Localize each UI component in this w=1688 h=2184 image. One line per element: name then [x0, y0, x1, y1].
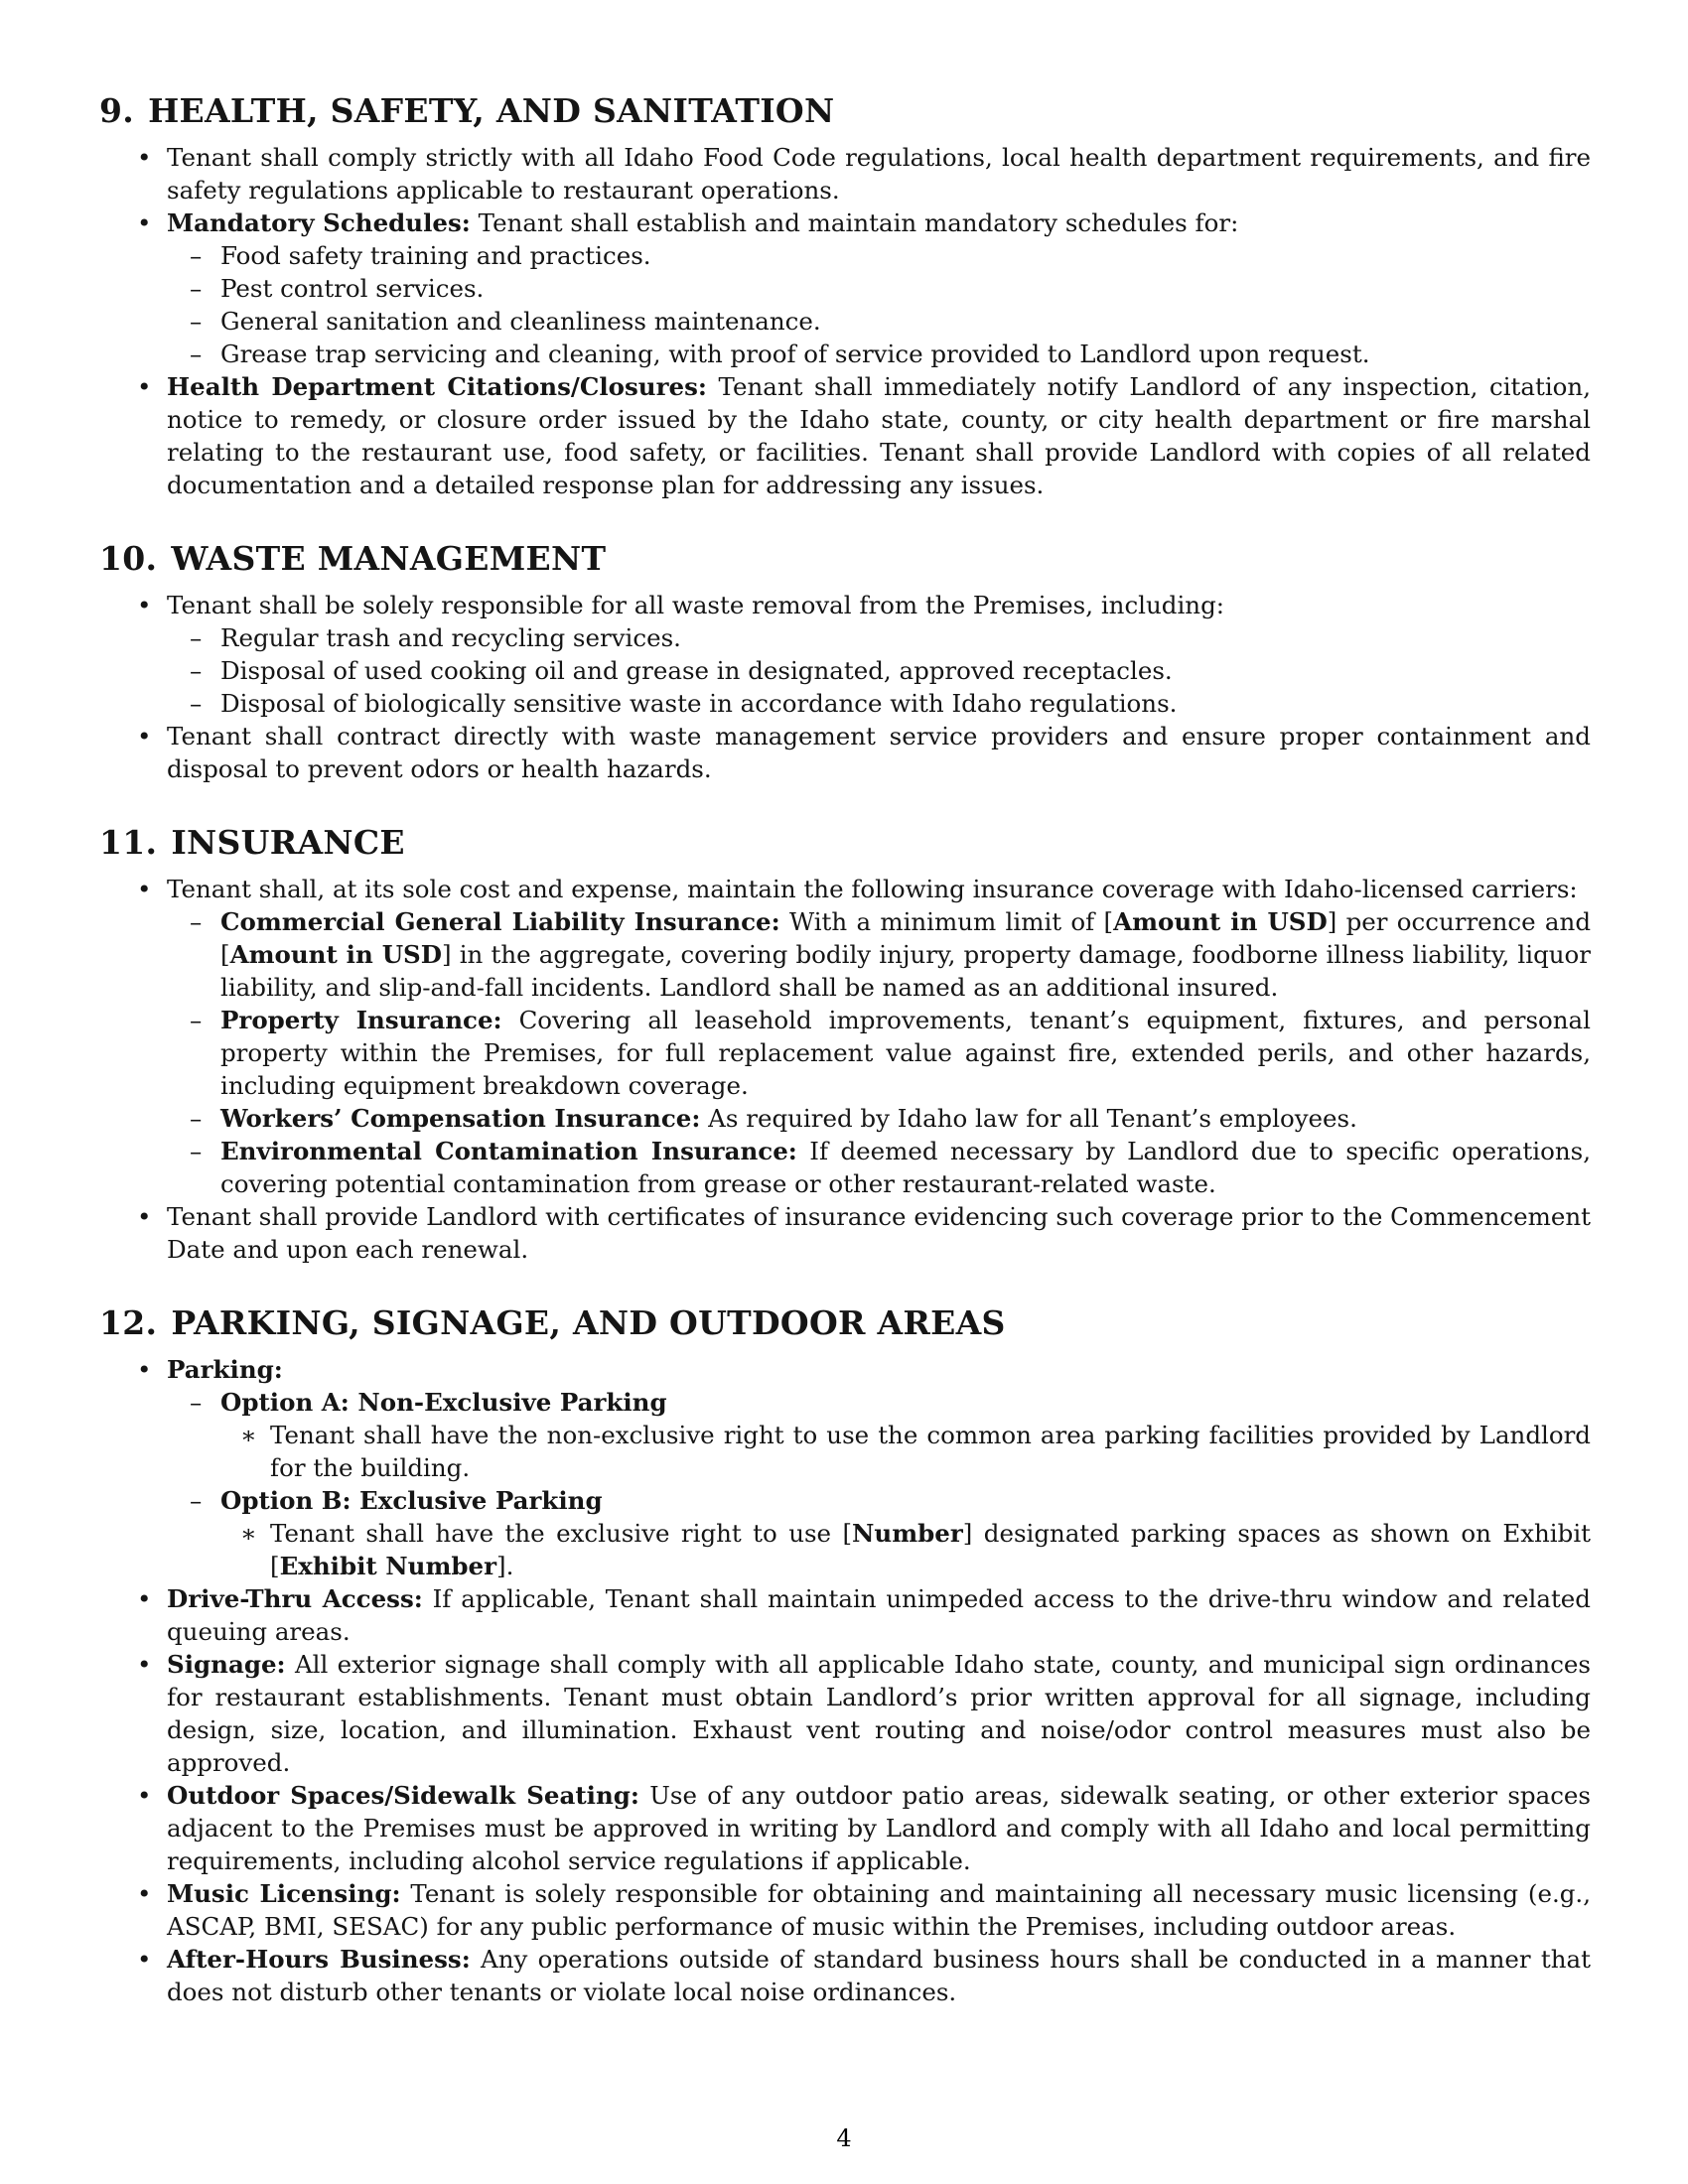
sub-list-item: – Property Insurance: Covering all leasehold improvements, tenant’s equipment, fixtures, and personal property within the Premises, for full replacement value against fire, extended perils, and other hazards, including equipment breakdown coverage.: [190, 1006, 1592, 1100]
list-item: • Tenant shall provide Landlord with certificates of insurance evidencing such coverage prior to the Commencement Date and upon each renewal.: [137, 1202, 1591, 1264]
sub-list-item: – Regular trash and recycling services.: [190, 623, 681, 652]
section-heading: 11. INSURANCE: [99, 823, 405, 862]
list-item: • Drive-Thru Access: If applicable, Tenant shall maintain unimpeded access to the drive-thru window and related queuing areas.: [137, 1584, 1591, 1646]
section-heading: 12. PARKING, SIGNAGE, AND OUTDOOR AREAS: [99, 1303, 1006, 1342]
document-page: [99, 91, 1591, 2046]
sub-list-item: – Disposal of used cooking oil and grease in designated, approved receptacles.: [190, 656, 1173, 685]
list-item: • Signage: All exterior signage shall comply with all applicable Idaho state, county, and municipal sign ordinances for restaurant establishments. Tenant must obtain Landlord’s prior written approval for all signage, including design, size, location, and illumination. Exhaust vent routing and noise/odor control measures must also be approved.: [137, 1650, 1591, 1777]
section-12: [99, 1303, 1591, 2008]
list-item: • Parking: – Option A: Non-Exclusive Parking ∗ Tenant shall have the non-exclusive right to use the common area parking facilities provided by Landlord for the building. – Option B: Exclusive Parking ∗ Tenant shall have the exclusive right to use [Number] designated parking spaces as shown on Exhibit [Exhibit Number].: [137, 1355, 1591, 1580]
sub-list-item: – Option A: Non-Exclusive Parking ∗ Tenant shall have the non-exclusive right to use the common area parking facilities provided by Landlord for the building.: [190, 1388, 1591, 1482]
section-heading: 10. WASTE MANAGEMENT: [99, 539, 607, 578]
section-heading: 9. HEALTH, SAFETY, AND SANITATION: [99, 91, 835, 130]
list-item: • Outdoor Spaces/Sidewalk Seating: Use of any outdoor patio areas, sidewalk seating, or other exterior spaces adjacent to the Premises must be approved in writing by Landlord and comply with all Idaho and local permitting requirements, including alcohol service regulations if applicable.: [137, 1781, 1591, 1875]
sub-list-item: – Pest control services.: [190, 274, 485, 303]
sub-list-item: – Food safety training and practices.: [190, 241, 651, 270]
list-item: • Mandatory Schedules: Tenant shall establish and maintain mandatory schedules for: – Food safety training and practices. – Pest control services. – General sanitation and cleanliness maintenance. – Grease trap servicing and cleaning, with proof of service provided to Landlord upon request.: [99, 206, 1591, 370]
section-10: [99, 539, 1591, 785]
sub-sub-list-item: ∗ Tenant shall have the exclusive right to use [Number] designated parking spaces as shown on Exhibit [Exhibit Number].: [240, 1519, 1591, 1580]
sub-list-item: – Environmental Contamination Insurance: If deemed necessary by Landlord due to specific operations, covering potential contamination from grease or other restaurant-related waste.: [190, 1137, 1591, 1198]
sub-list-item: – General sanitation and cleanliness maintenance.: [190, 307, 821, 336]
section-11: [99, 823, 1591, 1266]
list-item: • Tenant shall contract directly with waste management service providers and ensure proper containment and disposal to prevent odors or health hazards.: [137, 722, 1591, 783]
page-number: 4: [836, 2124, 852, 2152]
list-item: • Tenant shall be solely responsible for all waste removal from the Premises, including: – Regular trash and recycling services. – Disposal of used cooking oil and grease in designated, approved receptacles. – Disposal of biologically sensitive waste in accordance with Idaho regulations.: [99, 589, 1591, 720]
sub-list-item: – Disposal of biologically sensitive waste in accordance with Idaho regulations.: [190, 689, 1178, 718]
list-item: • After-Hours Business: Any operations outside of standard business hours shall be conducted in a manner that does not disturb other tenants or violate local noise ordinances.: [137, 1945, 1591, 2006]
list-item: • Tenant shall, at its sole cost and expense, maintain the following insurance coverage with Idaho-licensed carriers: – Commercial General Liability Insurance: With a minimum limit of [Amount in USD] per occurrence and [Amount in USD] in the aggregate, covering bodily injury, property damage, foodborne illness liability, liquor liability, and slip-and-fall incidents. Landlord shall be named as an additional insured. – Property Insurance: Covering all leasehold improvements, tenant’s equipment, fixtures, and personal property within the Premises, for full replacement value against fire, extended perils, and other hazards, including equipment breakdown coverage. – Workers’ Compensation Insurance: As required by Idaho law for all Tenant’s employees. – Environmental Contamination Insurance: If deemed necessary by Landlord due to specific operations, covering potential contamination from grease or other restaurant-related waste.: [137, 875, 1592, 1198]
sub-sub-list-item: ∗ Tenant shall have the non-exclusive right to use the common area parking facilities provided by Landlord for the building.: [240, 1421, 1591, 1482]
list-item: • Tenant shall comply strictly with all Idaho Food Code regulations, local health department requirements, and fire safety regulations applicable to restaurant operations.: [137, 143, 1591, 205]
section-9: [99, 91, 1591, 501]
sub-list-item: – Option B: Exclusive Parking ∗ Tenant shall have the exclusive right to use [Number] designated parking spaces as shown on Exhibit [Exhibit Number].: [190, 1486, 1591, 1580]
sub-list-item: – Grease trap servicing and cleaning, with proof of service provided to Landlord upon request.: [190, 340, 1370, 368]
list-item: • Health Department Citations/Closures: Tenant shall immediately notify Landlord of any inspection, citation, notice to remedy, or closure order issued by the Idaho state, county, or city health department or fire marshal relating to the restaurant use, food safety, or facilities. Tenant shall provide Landlord with copies of all related documentation and a detailed response plan for addressing any issues.: [137, 372, 1592, 499]
sub-list-item: – Commercial General Liability Insurance: With a minimum limit of [Amount in USD] per occurrence and [Amount in USD] in the aggregate, covering bodily injury, property damage, foodborne illness liability, liquor liability, and slip-and-fall incidents. Landlord shall be named as an additional insured.: [190, 907, 1591, 1002]
sub-list-item: – Workers’ Compensation Insurance: As required by Idaho law for all Tenant’s employees.: [190, 1104, 1357, 1133]
list-item: • Music Licensing: Tenant is solely responsible for obtaining and maintaining all necessary music licensing (e.g., ASCAP, BMI, SESAC) for any public performance of music within the Premises, including outdoor areas.: [137, 1879, 1592, 1941]
